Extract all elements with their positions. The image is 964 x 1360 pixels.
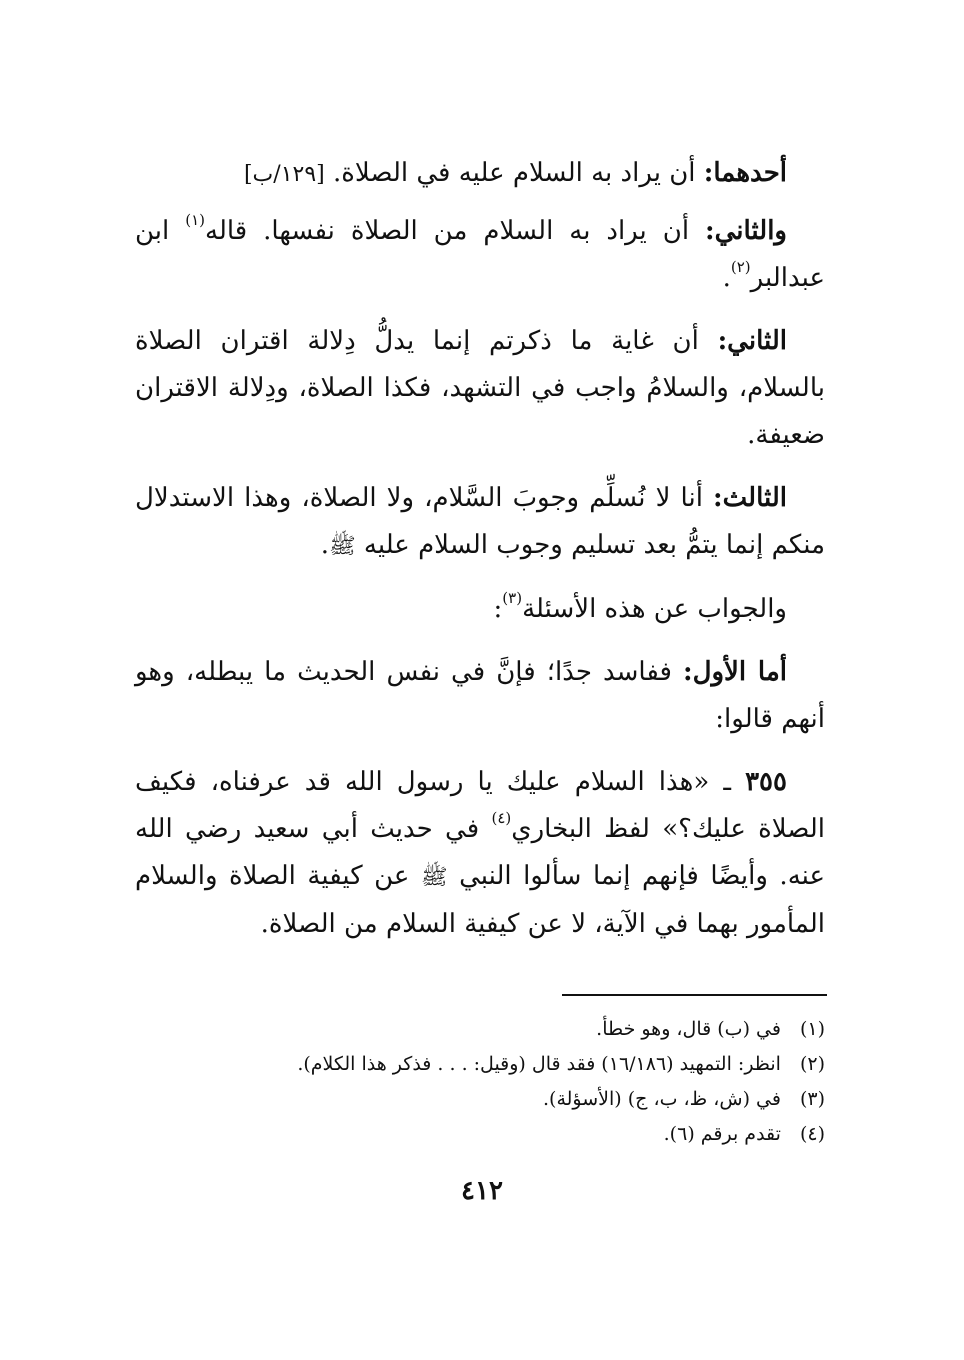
paragraph-lead: أحدهما:	[703, 158, 787, 188]
paragraph-first-answer	[135, 649, 825, 743]
paragraph-second-meaning	[135, 208, 825, 302]
salla-symbol: ﷺ	[329, 534, 356, 559]
footnotes	[135, 1012, 825, 1152]
footnote-number: (٢)	[799, 1053, 825, 1075]
folio-marker: [١٢٩/ب]	[243, 162, 325, 187]
footnote-item	[135, 1047, 825, 1082]
paragraph-text: ففاسد جدًا؛ فإنَّ في نفس الحديث ما يبطله، وهو أنهم قالوا:	[135, 657, 825, 734]
paragraph-second-objection	[135, 318, 825, 459]
main-text	[135, 150, 825, 964]
footnote-text: تقدم برقم (٦).	[663, 1123, 781, 1145]
paragraph-text: ابن عبدالبر	[135, 216, 825, 293]
footnote-ref: (٣)	[502, 589, 523, 607]
paragraph-text: أن يراد به السلام من الصلاة نفسها. قاله	[205, 216, 705, 246]
footnote-text: انظر: التمهيد (١٦/١٨٦) فقد قال (وقيل: . . . فذكر هذا الكلام).	[297, 1053, 781, 1075]
paragraph-text: .	[722, 263, 731, 293]
footnote-divider	[562, 994, 827, 996]
salla-symbol: ﷺ	[421, 865, 448, 890]
paragraph-lead: أما الأول:	[682, 657, 787, 687]
footnote-ref: (١)	[185, 211, 205, 229]
footnote-item	[135, 1012, 825, 1047]
footnote-number: (٣)	[799, 1088, 825, 1110]
paragraph-text: في حديث أبي سعيد رضي الله عنه. وأيضًا فإنهم إنما سألوا النبي	[135, 814, 825, 891]
paragraph-answer-intro	[135, 586, 825, 633]
footnote-ref: (٤)	[491, 809, 512, 827]
paragraph-text: والجواب عن هذه الأسئلة	[522, 594, 787, 624]
footnote-ref: (٢)	[730, 258, 751, 276]
footnote-number: (٤)	[799, 1123, 825, 1145]
paragraph-text: .	[320, 530, 330, 560]
paragraph-text: أن يراد به السلام عليه في الصلاة.	[324, 158, 704, 188]
paragraph-text: أن غاية ما ذكرتم إنما يدلُّ دِلالة اقتران الصلاة بالسلام، والسلامُ واجب في التشهد، فكذا الصلاة، ودِلالة الاقتران ضعيفة.	[135, 326, 825, 450]
hadith-number: ٣٥٥	[745, 767, 787, 797]
footnote-text: في (ب) قال، وهو خطأ.	[596, 1018, 781, 1040]
footnote-number: (١)	[799, 1018, 825, 1040]
footnote-item	[135, 1082, 825, 1117]
paragraph-lead: والثاني:	[705, 216, 787, 246]
paragraph-text: :	[493, 594, 503, 624]
paragraph-lead: الثالث:	[713, 483, 787, 513]
paragraph-text: أنا لا نُسلِّم وجوبَ السَّلام، ولا الصلاة، وهذا الاستدلال منكم إنما يتمُّ بعد تسليم وجوب السلام عليه	[135, 483, 825, 560]
paragraph-lead: الثاني:	[717, 326, 787, 356]
paragraph-first-meaning	[135, 150, 825, 198]
footnote-text: في (ش، ظ، ب، ج) (الأسؤلة).	[543, 1088, 781, 1110]
paragraph-hadith-355	[135, 759, 825, 948]
page-number: ٤١٢	[461, 1176, 503, 1206]
paragraph-third-objection	[135, 475, 825, 570]
footnote-item	[135, 1117, 825, 1152]
paragraph-text: عن كيفية الصلاة والسلام المأمور بهما في الآية، لا عن كيفية السلام من الصلاة.	[135, 861, 825, 939]
paragraph-text: ـ «هذا السلام عليك يا رسول الله قد عرفناه، فكيف الصلاة عليك؟» لفظ البخاري	[135, 767, 825, 844]
